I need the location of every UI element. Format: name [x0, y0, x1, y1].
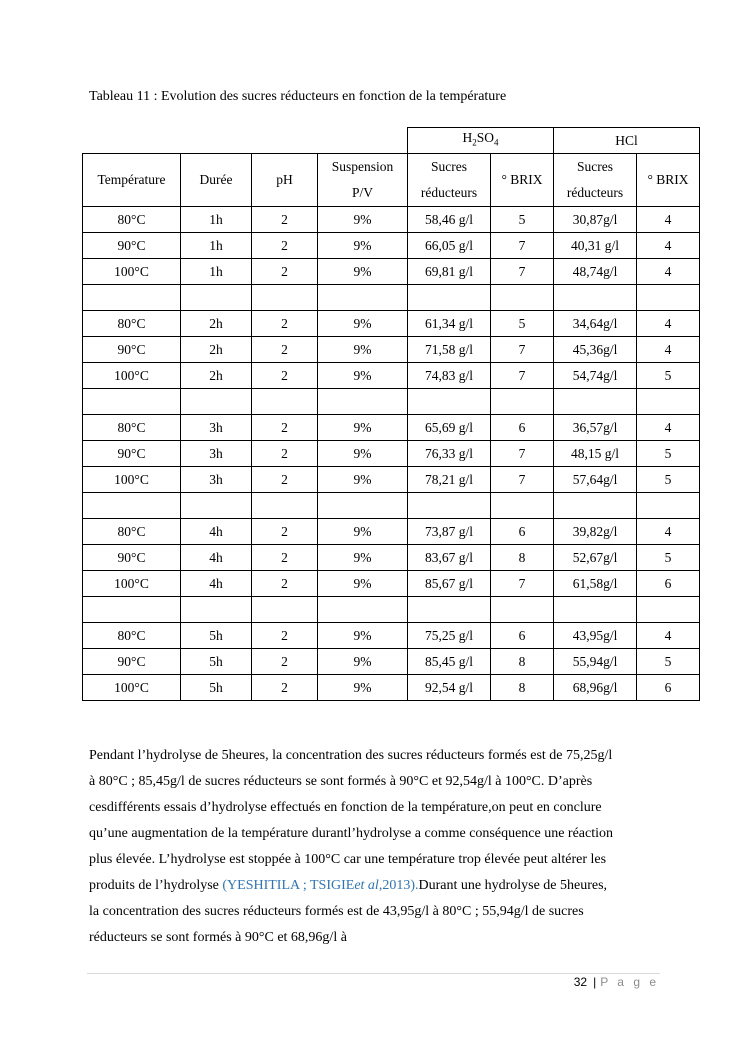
cell-brix-h2so4: 7: [491, 233, 554, 259]
cell-duree: 4h: [181, 571, 252, 597]
cell-brix-h2so4: 7: [491, 441, 554, 467]
empty-cell: [408, 493, 491, 519]
cell-suspension: 9%: [318, 649, 408, 675]
cell-brix-hcl: 4: [637, 337, 700, 363]
cell-temperature: 100°C: [83, 363, 181, 389]
cell-sucres-h2so4: 78,21 g/l: [408, 467, 491, 493]
paragraph-text: Durant une hydrolyse de 5heures,: [418, 878, 608, 893]
spacer-row: [83, 285, 700, 311]
paragraph-line: à 80°C ; 85,45g/l de sucres réducteurs se sont formés à 90°C et 92,54g/l à 100°C. D’après: [89, 774, 593, 789]
cell-sucres-h2so4: 92,54 g/l: [408, 675, 491, 701]
cell-sucres-h2so4: 76,33 g/l: [408, 441, 491, 467]
footer-divider: [87, 973, 660, 974]
cell-ph: 2: [252, 545, 318, 571]
cell-sucres-hcl: 34,64g/l: [554, 311, 637, 337]
empty-cell: [181, 389, 252, 415]
col-sucres-hcl-line2: réducteurs: [566, 185, 624, 200]
table-row: [83, 337, 700, 363]
empty-cell: [83, 285, 181, 311]
empty-cell: [491, 389, 554, 415]
cell-sucres-h2so4: 73,87 g/l: [408, 519, 491, 545]
cell-suspension: 9%: [318, 363, 408, 389]
spacer-row: [83, 597, 700, 623]
cell-suspension: 9%: [318, 675, 408, 701]
cell-duree: 2h: [181, 337, 252, 363]
cell-temperature: 100°C: [83, 259, 181, 285]
cell-duree: 3h: [181, 467, 252, 493]
cell-brix-h2so4: 5: [491, 207, 554, 233]
cell-brix-h2so4: 8: [491, 649, 554, 675]
cell-temperature: 90°C: [83, 441, 181, 467]
cell-suspension: 9%: [318, 441, 408, 467]
empty-cell: [252, 389, 318, 415]
cell-sucres-h2so4: 83,67 g/l: [408, 545, 491, 571]
cell-ph: 2: [252, 259, 318, 285]
cell-sucres-h2so4: 58,46 g/l: [408, 207, 491, 233]
col-ph: pH: [252, 154, 318, 207]
cell-brix-hcl: 5: [637, 467, 700, 493]
cell-temperature: 90°C: [83, 649, 181, 675]
citation-link[interactable]: [222, 878, 418, 893]
cell-temperature: 80°C: [83, 207, 181, 233]
cell-brix-h2so4: 7: [491, 363, 554, 389]
cell-temperature: 100°C: [83, 675, 181, 701]
cell-temperature: 100°C: [83, 571, 181, 597]
cell-duree: 5h: [181, 623, 252, 649]
cell-sucres-hcl: 68,96g/l: [554, 675, 637, 701]
cell-brix-hcl: 4: [637, 311, 700, 337]
cell-brix-hcl: 5: [637, 441, 700, 467]
paragraph-line: cesdifférents essais d’hydrolyse effectués en fonction de la température,on peut en conclure: [89, 800, 602, 815]
cell-ph: 2: [252, 519, 318, 545]
empty-cell: [83, 493, 181, 519]
col-suspension: [318, 154, 408, 207]
cell-sucres-h2so4: 85,67 g/l: [408, 571, 491, 597]
cell-sucres-hcl: 43,95g/l: [554, 623, 637, 649]
cell-sucres-hcl: 57,64g/l: [554, 467, 637, 493]
cell-brix-h2so4: 6: [491, 623, 554, 649]
empty-cell: [318, 493, 408, 519]
empty-cell: [408, 389, 491, 415]
col-sucres-hcl: [554, 154, 637, 207]
empty-cell: [252, 285, 318, 311]
empty-cell: [318, 389, 408, 415]
table-row: [83, 311, 700, 337]
empty-cell: [181, 285, 252, 311]
cell-brix-h2so4: 8: [491, 545, 554, 571]
empty-cell: [637, 493, 700, 519]
empty-cell: [408, 597, 491, 623]
cell-sucres-hcl: 40,31 g/l: [554, 233, 637, 259]
col-duree: Durée: [181, 154, 252, 207]
cell-temperature: 100°C: [83, 467, 181, 493]
cell-brix-hcl: 5: [637, 649, 700, 675]
paragraph-line: Pendant l’hydrolyse de 5heures, la concentration des sucres réducteurs formés est de 75,25g/l: [89, 748, 613, 763]
cell-temperature: 80°C: [83, 311, 181, 337]
cell-ph: 2: [252, 233, 318, 259]
col-sucres-h2so4-line2: réducteurs: [420, 185, 478, 200]
cell-duree: 3h: [181, 441, 252, 467]
table-row: [83, 467, 700, 493]
cell-suspension: 9%: [318, 519, 408, 545]
cell-sucres-h2so4: 65,69 g/l: [408, 415, 491, 441]
cell-temperature: 90°C: [83, 545, 181, 571]
empty-cell: [491, 597, 554, 623]
cell-sucres-hcl: 52,67g/l: [554, 545, 637, 571]
table-row: [83, 259, 700, 285]
cell-sucres-h2so4: 71,58 g/l: [408, 337, 491, 363]
cell-ph: 2: [252, 675, 318, 701]
cell-sucres-hcl: 54,74g/l: [554, 363, 637, 389]
cell-brix-hcl: 5: [637, 363, 700, 389]
paragraph-line: la concentration des sucres réducteurs formés est de 43,95g/l à 80°C ; 55,94g/l de sucres: [89, 904, 584, 919]
cell-suspension: 9%: [318, 311, 408, 337]
cell-sucres-hcl: 48,74g/l: [554, 259, 637, 285]
paragraph-text: produits de l’hydrolyse: [89, 878, 223, 893]
cell-ph: 2: [252, 337, 318, 363]
body-paragraph: [89, 743, 669, 951]
cell-brix-h2so4: 8: [491, 675, 554, 701]
cell-sucres-hcl: 48,15 g/l: [554, 441, 637, 467]
cell-sucres-hcl: 61,58g/l: [554, 571, 637, 597]
cell-ph: 2: [252, 363, 318, 389]
cell-suspension: 9%: [318, 337, 408, 363]
col-temperature: Température: [83, 154, 181, 207]
cell-duree: 1h: [181, 259, 252, 285]
empty-cell: [554, 493, 637, 519]
cell-ph: 2: [252, 207, 318, 233]
table-row: [83, 623, 700, 649]
table-row: [83, 207, 700, 233]
cell-suspension: 9%: [318, 233, 408, 259]
cell-duree: 3h: [181, 415, 252, 441]
paragraph-line: plus élevée. L’hydrolyse est stoppée à 100°C car une température trop élevée peut altérer les: [89, 852, 607, 867]
footer-separator: |: [593, 975, 597, 989]
cell-suspension: 9%: [318, 207, 408, 233]
col-suspension-line2: P/V: [351, 185, 373, 200]
cell-sucres-h2so4: 66,05 g/l: [408, 233, 491, 259]
empty-cell: [408, 285, 491, 311]
cell-temperature: 90°C: [83, 233, 181, 259]
paragraph-line: [89, 873, 669, 899]
cell-ph: 2: [252, 415, 318, 441]
citation-etal: et al: [354, 878, 379, 893]
cell-sucres-h2so4: 74,83 g/l: [408, 363, 491, 389]
cell-temperature: 90°C: [83, 337, 181, 363]
cell-duree: 5h: [181, 675, 252, 701]
empty-cell: [554, 285, 637, 311]
empty-cell: [637, 597, 700, 623]
hcl-header: HCl: [554, 128, 700, 154]
cell-suspension: 9%: [318, 571, 408, 597]
cell-duree: 1h: [181, 233, 252, 259]
cell-ph: 2: [252, 311, 318, 337]
cell-brix-hcl: 5: [637, 545, 700, 571]
empty-cell: [83, 597, 181, 623]
cell-brix-hcl: 6: [637, 675, 700, 701]
empty-cell: [252, 493, 318, 519]
cell-temperature: 80°C: [83, 519, 181, 545]
cell-sucres-hcl: 45,36g/l: [554, 337, 637, 363]
h2so4-header: $H_2SO_4$: [408, 128, 554, 154]
empty-cell: [491, 285, 554, 311]
cell-duree: 4h: [181, 519, 252, 545]
cell-brix-h2so4: 7: [491, 571, 554, 597]
col-brix-hcl: ° BRIX: [637, 154, 700, 207]
table-caption: Tableau 11 : Evolution des sucres réducteurs en fonction de la température: [89, 89, 507, 104]
cell-suspension: 9%: [318, 467, 408, 493]
cell-brix-h2so4: 5: [491, 311, 554, 337]
cell-sucres-h2so4: 85,45 g/l: [408, 649, 491, 675]
col-sucres-h2so4: [408, 154, 491, 207]
paragraph-line: qu’une augmentation de la température durantl’hydrolyse a comme conséquence une réaction: [89, 826, 614, 841]
cell-brix-hcl: 4: [637, 519, 700, 545]
cell-sucres-h2so4: 69,81 g/l: [408, 259, 491, 285]
empty-cell: [318, 597, 408, 623]
cell-sucres-h2so4: 61,34 g/l: [408, 311, 491, 337]
empty-cell: [181, 597, 252, 623]
cell-ph: 2: [252, 571, 318, 597]
table-row: [83, 675, 700, 701]
cell-duree: 1h: [181, 207, 252, 233]
cell-ph: 2: [252, 467, 318, 493]
empty-cell: [83, 389, 181, 415]
cell-ph: 2: [252, 623, 318, 649]
page-footer: [574, 975, 659, 989]
cell-brix-h2so4: 7: [491, 259, 554, 285]
cell-sucres-hcl: 36,57g/l: [554, 415, 637, 441]
table-row: [83, 363, 700, 389]
spacer-row: [83, 389, 700, 415]
column-header-row: [83, 154, 700, 207]
citation-year: ,2013).: [378, 878, 419, 893]
sugar-table: [82, 127, 700, 701]
cell-duree: 2h: [181, 311, 252, 337]
cell-brix-h2so4: 7: [491, 337, 554, 363]
cell-temperature: 80°C: [83, 415, 181, 441]
cell-sucres-hcl: 39,82g/l: [554, 519, 637, 545]
empty-cell: [252, 597, 318, 623]
col-sucres-hcl-line1: Sucres: [577, 159, 614, 174]
col-suspension-line1: Suspension: [331, 159, 394, 174]
cell-brix-hcl: 4: [637, 259, 700, 285]
cell-ph: 2: [252, 441, 318, 467]
cell-brix-hcl: 4: [637, 233, 700, 259]
cell-brix-hcl: 6: [637, 571, 700, 597]
empty-cell: [554, 597, 637, 623]
table-row: [83, 545, 700, 571]
paragraph-line: réducteurs se sont formés à 90°C et 68,96g/l à: [89, 930, 347, 945]
col-sucres-h2so4-line1: Sucres: [431, 159, 467, 174]
table-row: [83, 571, 700, 597]
page-number: 32: [573, 975, 588, 989]
col-brix-h2so4: ° BRIX: [491, 154, 554, 207]
group-header-row: [83, 128, 700, 154]
cell-temperature: 80°C: [83, 623, 181, 649]
table-row: [83, 519, 700, 545]
table-row: [83, 233, 700, 259]
cell-suspension: 9%: [318, 415, 408, 441]
cell-suspension: 9%: [318, 623, 408, 649]
cell-brix-hcl: 4: [637, 623, 700, 649]
table-row: [83, 441, 700, 467]
cell-brix-h2so4: 6: [491, 415, 554, 441]
spacer-row: [83, 493, 700, 519]
cell-ph: 2: [252, 649, 318, 675]
cell-suspension: 9%: [318, 259, 408, 285]
empty-cell: [554, 389, 637, 415]
empty-cell: [491, 493, 554, 519]
empty-cell: [318, 285, 408, 311]
cell-sucres-hcl: 30,87g/l: [554, 207, 637, 233]
cell-brix-h2so4: 7: [491, 467, 554, 493]
table-row: [83, 649, 700, 675]
cell-brix-h2so4: 6: [491, 519, 554, 545]
page-label: P a g e: [600, 975, 659, 989]
cell-suspension: 9%: [318, 545, 408, 571]
table-row: [83, 415, 700, 441]
empty-cell: [181, 493, 252, 519]
cell-duree: 5h: [181, 649, 252, 675]
citation-authors: (YESHITILA ; TSIGIE: [222, 878, 355, 893]
cell-duree: 2h: [181, 363, 252, 389]
cell-sucres-hcl: 55,94g/l: [554, 649, 637, 675]
empty-cell: [637, 285, 700, 311]
cell-brix-hcl: 4: [637, 207, 700, 233]
cell-duree: 4h: [181, 545, 252, 571]
empty-cell: [637, 389, 700, 415]
cell-brix-hcl: 4: [637, 415, 700, 441]
cell-sucres-h2so4: 75,25 g/l: [408, 623, 491, 649]
